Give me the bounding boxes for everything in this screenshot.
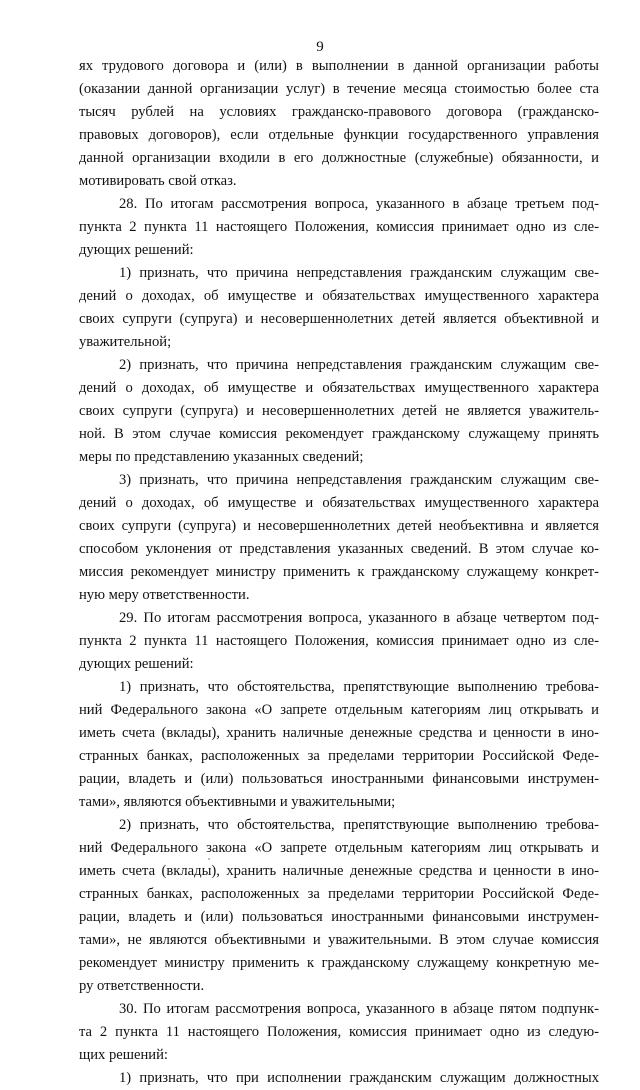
text-line: тысяч рублей на условиях гражданско-правового договора (гражданско- bbox=[79, 104, 599, 120]
text-line: 2) признать, что обстоятельства, препятствующие выполнению требова- bbox=[119, 817, 599, 833]
text-line: тами», являются объективными и уважительными; bbox=[79, 794, 396, 810]
text-line: пункта 2 пункта 11 настоящего Положения, комиссия принимает одно из сле- bbox=[79, 219, 599, 235]
text-line: дений о доходах, об имуществе и обязательствах имущественного характера bbox=[79, 495, 599, 511]
text-line: 30. По итогам рассмотрения вопроса, указанного в абзаце пятом подпунк- bbox=[119, 1001, 599, 1017]
text-line: рекомендует министру применить к гражданскому служащему конкретную ме- bbox=[79, 955, 599, 971]
text-line: меры по представлению указанных сведений; bbox=[79, 449, 364, 465]
text-line: щих решений: bbox=[79, 1047, 168, 1063]
text-line: 1) признать, что обстоятельства, препятствующие выполнению требова- bbox=[119, 679, 599, 695]
text-line: данной организации входили в его должностные (служебные) обязанности, и bbox=[79, 150, 599, 166]
text-line: своих супруги (супруга) и несовершеннолетних детей не является уважитель- bbox=[79, 403, 599, 419]
text-line: 2) признать, что причина непредставления гражданским служащим све- bbox=[119, 357, 599, 373]
text-line: своих супруги (супруга) и несовершеннолетних детей является объективной и bbox=[79, 311, 599, 327]
text-line: дующих решений: bbox=[79, 242, 194, 258]
text-line: (оказании данной организации услуг) в течение месяца стоимостью более ста bbox=[79, 81, 599, 97]
text-line: иметь счета (вклады), хранить наличные денежные средства и ценности в ино- bbox=[79, 725, 599, 741]
text-line: рации, владеть и (или) пользоваться иностранными финансовыми инструмен- bbox=[79, 771, 599, 787]
text-line: своих супруги (супруга) и несовершеннолетних детей необъективна и является bbox=[79, 518, 599, 534]
text-line: 28. По итогам рассмотрения вопроса, указанного в абзаце третьем под- bbox=[119, 196, 599, 212]
text-line: странных банках, расположенных за пределами территории Российской Феде- bbox=[79, 748, 599, 764]
text-line: тами», не являются объективными и уважительными. В этом случае комиссия bbox=[79, 932, 599, 948]
text-line: ний Федерального закона «О запрете отдельным категориям лиц открывать и bbox=[79, 702, 599, 718]
text-line: странных банках, расположенных за пределами территории Российской Феде- bbox=[79, 886, 599, 902]
scan-mark bbox=[208, 858, 210, 860]
text-line: дующих решений: bbox=[79, 656, 194, 672]
body-text bbox=[79, 55, 599, 1090]
text-line: ру ответственности. bbox=[79, 978, 205, 994]
text-line: дений о доходах, об имуществе и обязательствах имущественного характера bbox=[79, 288, 599, 304]
text-line: ний Федерального закона «О запрете отдельным категориям лиц открывать и bbox=[79, 840, 599, 856]
text-line: правовых договоров), если отдельные функции государственного управления bbox=[79, 127, 599, 143]
text-line: 3) признать, что причина непредставления гражданским служащим све- bbox=[119, 472, 599, 488]
text-line: иметь счета (вклады), хранить наличные денежные средства и ценности в ино- bbox=[79, 863, 599, 879]
text-line: 1) признать, что причина непредставления гражданским служащим све- bbox=[119, 265, 599, 281]
text-line: ной. В этом случае комиссия рекомендует гражданскому служащему принять bbox=[79, 426, 599, 442]
text-line: ях трудового договора и (или) в выполнении в данной организации работы bbox=[79, 58, 599, 74]
text-line: 29. По итогам рассмотрения вопроса, указанного в абзаце четвертом под- bbox=[119, 610, 599, 626]
page-number: 9 bbox=[316, 39, 324, 55]
text-line: та 2 пункта 11 настоящего Положения, комиссия принимает одно из следую- bbox=[79, 1024, 599, 1040]
text-line: уважительной; bbox=[79, 334, 172, 350]
text-line: ную меру ответственности. bbox=[79, 587, 250, 603]
text-line: дений о доходах, об имуществе и обязательствах имущественного характера bbox=[79, 380, 599, 396]
text-line: миссия рекомендует министру применить к гражданскому служащему конкрет- bbox=[79, 564, 599, 580]
text-line: способом уклонения от представления указанных сведений. В этом случае ко- bbox=[79, 541, 599, 557]
text-line: пункта 2 пункта 11 настоящего Положения, комиссия принимает одно из сле- bbox=[79, 633, 599, 649]
text-line: 1) признать, что при исполнении гражданским служащим должностных bbox=[119, 1070, 599, 1086]
text-line: рации, владеть и (или) пользоваться иностранными финансовыми инструмен- bbox=[79, 909, 599, 925]
text-line: мотивировать свой отказ. bbox=[79, 173, 237, 189]
